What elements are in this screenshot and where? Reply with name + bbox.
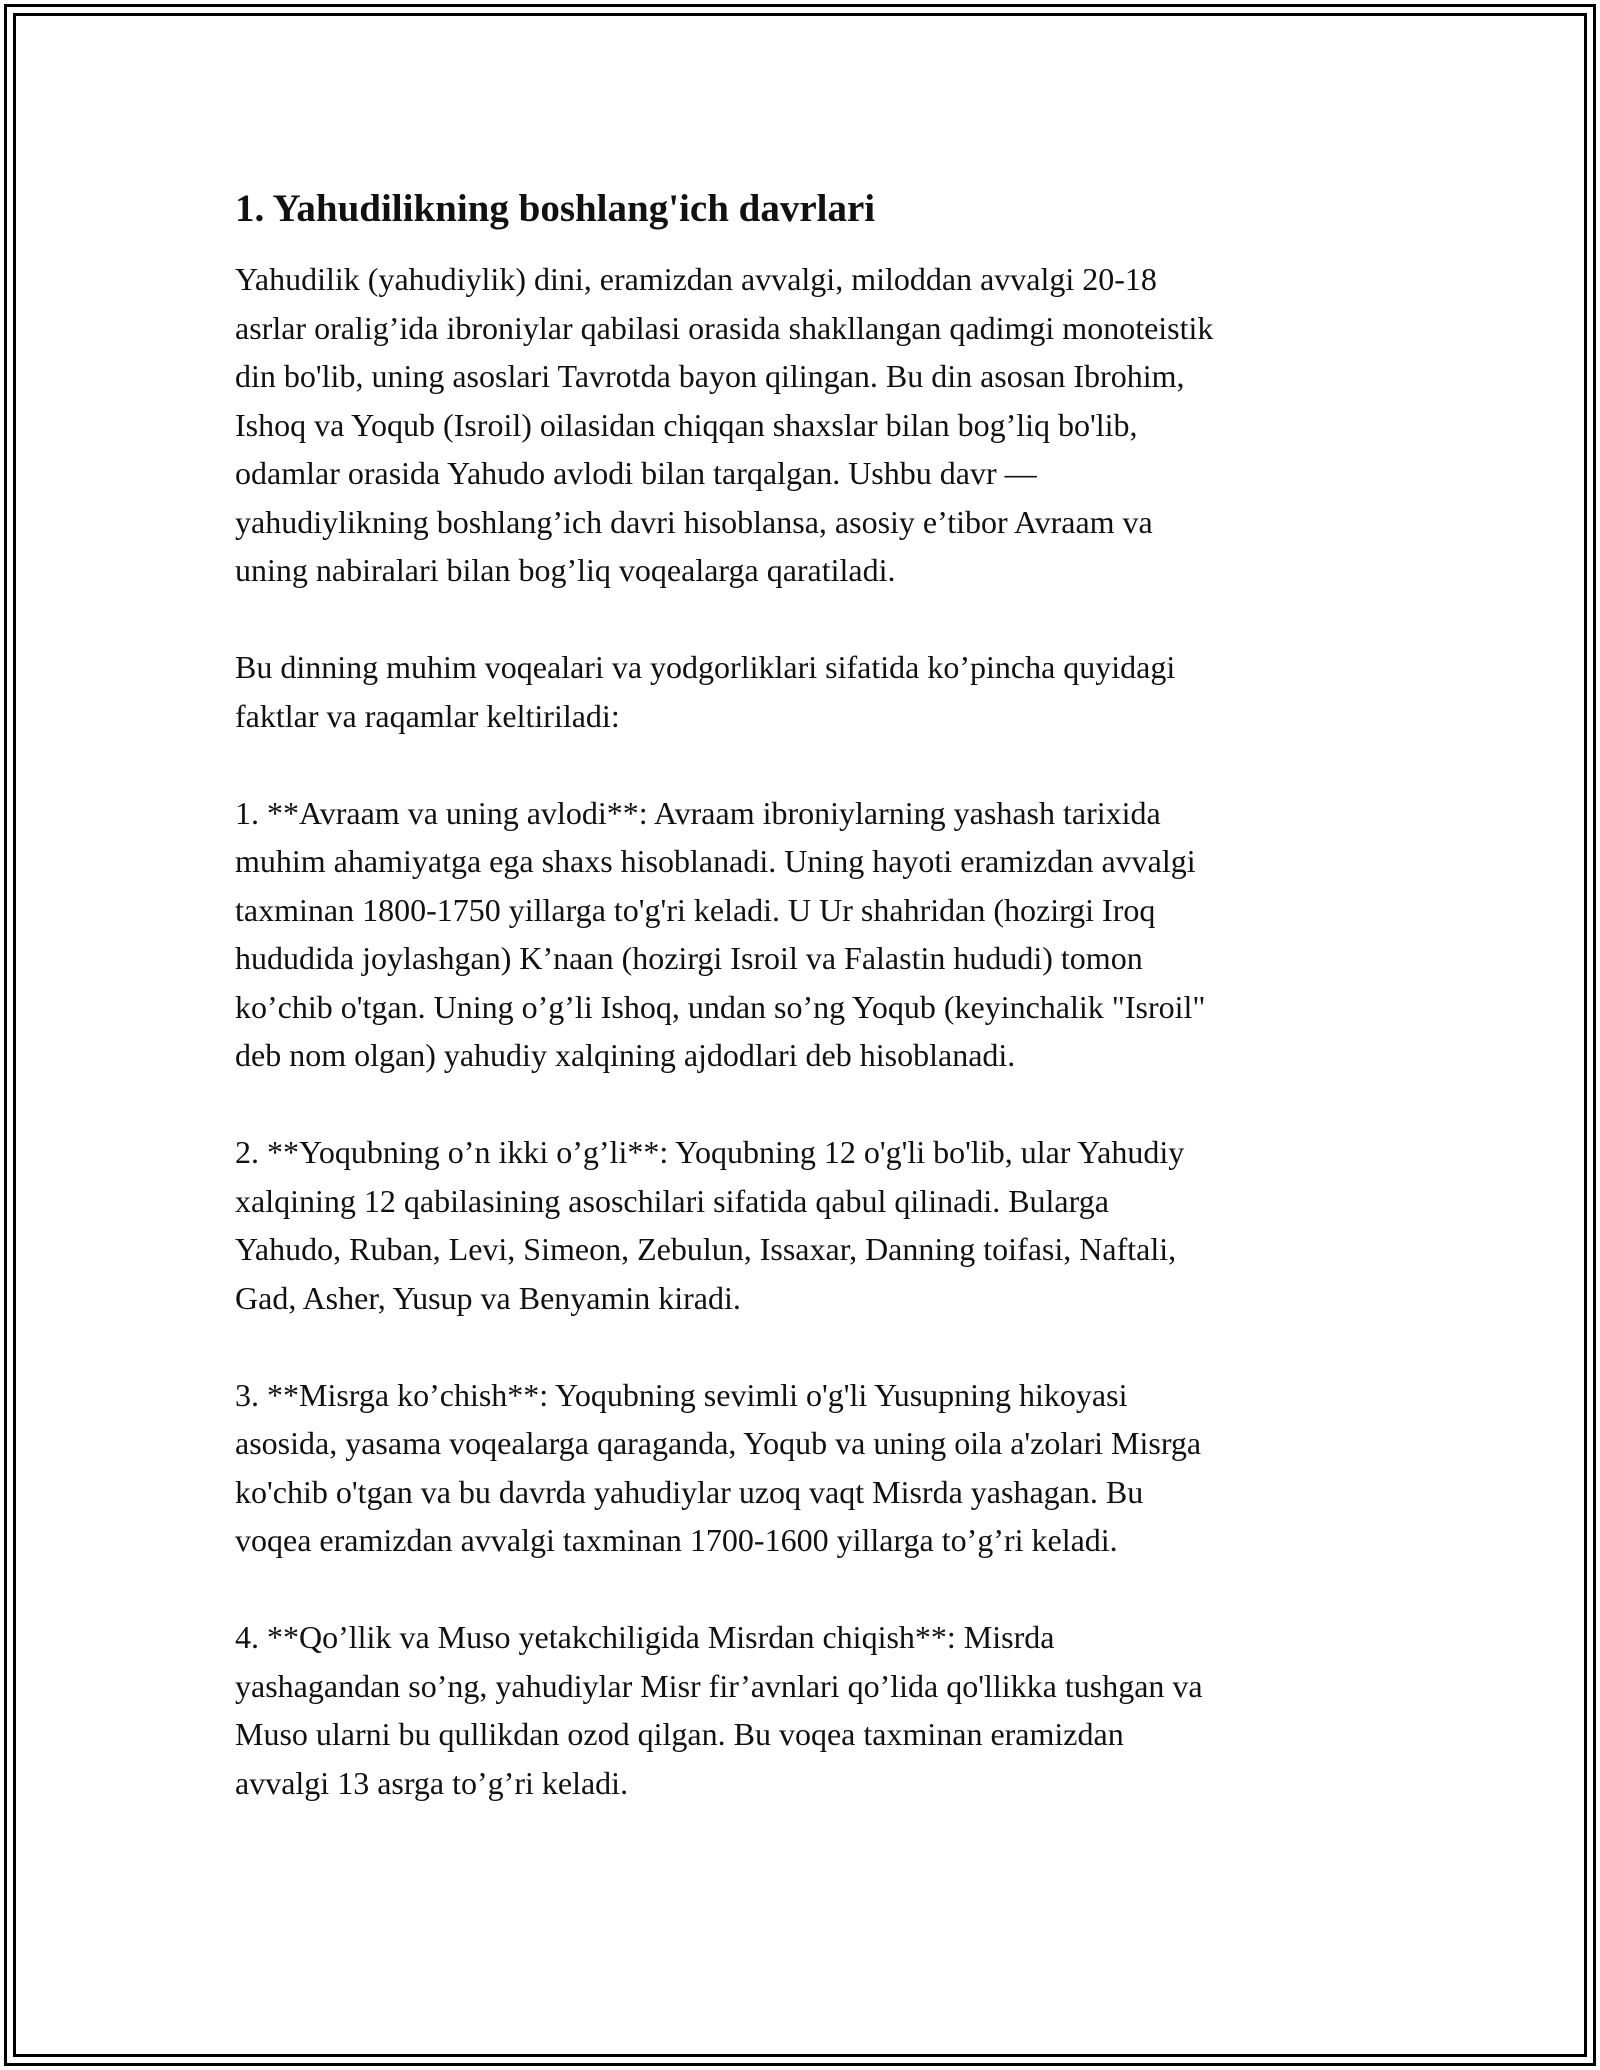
list-item-2-paragraph: 2. **Yoqubning o’n ikki o’g’li**: Yoqubning 12 o'g'li bo'lib, ular Yahudiy xalqining 12 qabilasining asoschilari sifatida qabul qilinadi. Bularga Yahudo, Ruban, Levi, Simeon, Zebulun, Issaxar, Danning toifasi, Naftali, Gad, Asher, Yusup va Benyamin kiradi. [235, 1134, 1185, 1316]
section-title: 1. Yahudilikning boshlang'ich davrlari [235, 187, 876, 230]
list-item-4-paragraph: 4. **Qo’llik va Muso yetakchiligida Misrdan chiqish**: Misrda yashagandan so’ng, yahudiylar Misr fir’avnlari qo’lida qo'llikka tushgan va Muso ularni bu qullikdan ozod qilgan. Bu voqea taxminan eramizdan avvalgi 13 asrga to’g’ri keladi. [235, 1619, 1203, 1801]
lead-in-paragraph: Bu dinning muhim voqealari va yodgorliklari sifatida ko’pincha quyidagi faktlar va raqamlar keltiriladi: [235, 649, 1176, 734]
intro-paragraph: Yahudilik (yahudiylik) dini, eramizdan avvalgi, miloddan avvalgi 20-18 asrlar oralig’ida ibroniylar qabilasi orasida shakllangan qadimgi monoteistik din bo'lib, uning asoslari Tavrotda bayon qilingan. Bu din asosan Ibrohim, Ishoq va Yoqub (Isroil) oilasidan chiqqan shaxslar bilan bog’liq bo'lib, odamlar orasida Yahudo avlodi bilan tarqalgan. Ushbu davr — yahudiylikning boshlang’ich davri hisoblansa, asosiy e’tibor Avraam va uning nabiralari bilan bog’liq voqealarga qaratiladi. [235, 261, 1214, 588]
document-body [235, 185, 1365, 1856]
list-item-1-paragraph: 1. **Avraam va uning avlodi**: Avraam ibroniylarning yashash tarixida muhim ahamiyatga ega shaxs hisoblanadi. Uning hayoti eramizdan avvalgi taxminan 1800-1750 yillarga to'g'ri keladi. U Ur shahridan (hozirgi Iroq hududida joylashgan) K’naan (hozirgi Isroil va Falastin hududi) tomon ko’chib o'tgan. Uning o’g’li Ishoq, undan so’ng Yoqub (keyinchalik "Isroil" deb nom olgan) yahudiy xalqining ajdodlari deb hisoblanadi. [235, 794, 1206, 1073]
list-item-3-paragraph: 3. **Misrga ko’chish**: Yoqubning sevimli o'g'li Yusupning hikoyasi asosida, yasama voqealarga qaraganda, Yoqub va uning oila a'zolari Misrga ko'chib o'tgan va bu davrda yahudiylar uzoq vaqt Misrda yashagan. Bu voqea eramizdan avvalgi taxminan 1700-1600 yillarga to’g’ri keladi. [235, 1376, 1202, 1558]
